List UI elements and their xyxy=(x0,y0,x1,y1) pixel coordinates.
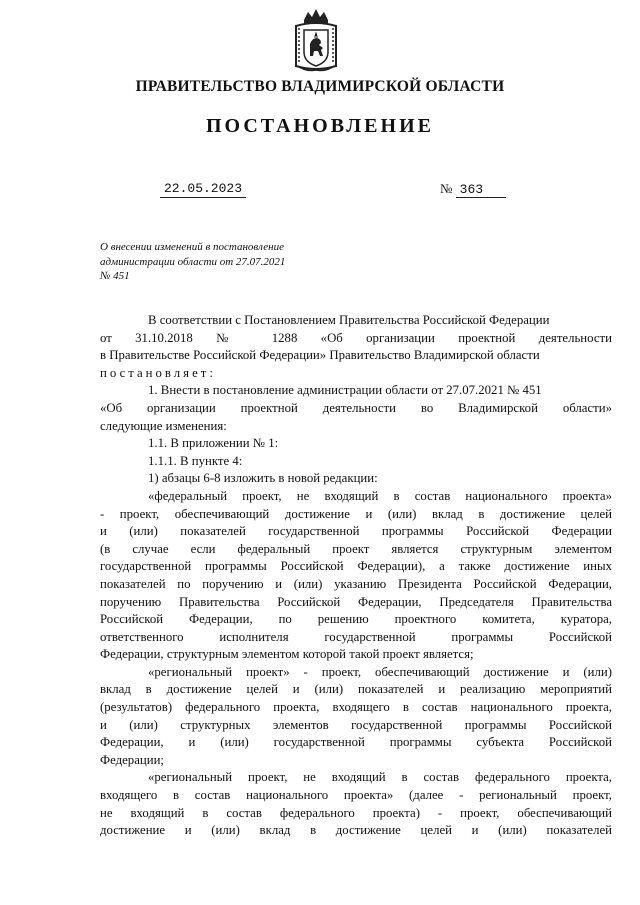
body-line: Федерации, и (или) государственной программы субъекта Российской xyxy=(100,735,612,750)
body-line: постановляет: xyxy=(100,365,216,380)
body-line: 1.1.1. В пункте 4: xyxy=(148,453,243,468)
body-line: показателей по поручению и (или) указанию Президента Российской Федерации, xyxy=(100,576,612,591)
body-line: 1. Внести в постановление администрации области от 27.07.2021 № 451 xyxy=(148,383,542,398)
subject-line: № 451 xyxy=(100,270,130,282)
body-line: «федеральный проект, не входящий в состав национального проекта» xyxy=(148,488,612,503)
body-line: В соответствии с Постановлением Правительства Российской Федерации xyxy=(148,313,550,327)
body-line: поручению Правительства Российской Федерации, Председателя Правительства xyxy=(100,594,612,609)
document-subject xyxy=(100,240,340,284)
organization-title: ПРАВИТЕЛЬСТВО ВЛАДИМИРСКОЙ ОБЛАСТИ xyxy=(135,78,505,95)
body-line: Федерации, структурным элементом которой такой проект является; xyxy=(100,647,474,662)
body-line: «региональный проект, не входящий в состав федерального проекта, xyxy=(148,770,612,785)
body-line: 1.1. В приложении № 1: xyxy=(148,436,279,451)
document-type-title: ПОСТАНОВЛЕНИЕ xyxy=(206,115,434,137)
subject-line: О внесении изменений в постановление xyxy=(100,241,284,253)
body-line: и (или) показателей государственной программы Российской Федерации xyxy=(100,524,612,539)
document-number: 363 xyxy=(456,182,506,198)
body-line: в Правительстве Российской Федерации» Правительство Владимирской области xyxy=(100,348,540,363)
body-line: следующие изменения: xyxy=(100,418,227,433)
body-line: - проект, обеспечивающий достижение и (или) вклад в достижение целей xyxy=(100,506,612,521)
body-line: Федерации; xyxy=(100,752,164,767)
number-sign: № xyxy=(440,181,453,196)
body-line: достижение и (или) вклад в достижение целей и (или) показателей xyxy=(100,823,612,838)
subject-line: администрации области от 27.07.2021 xyxy=(100,255,286,268)
body-line: 1) абзацы 6-8 изложить в новой редакции: xyxy=(148,471,378,486)
body-line: и (или) структурных элементов государственной программы Российской xyxy=(100,717,612,732)
body-line: (в случае если федеральный проект является структурным элементом xyxy=(100,541,612,556)
body-line: вклад в достижение целей и (или) показателей и реализацию мероприятий xyxy=(100,682,612,697)
body-line: от 31.10.2018 № 1288 «Об организации проектной деятельности xyxy=(100,330,612,345)
document-number-block xyxy=(440,181,506,198)
body-line: ответственного исполнителя государственной программы Российской xyxy=(100,629,612,644)
body-line: входящего в состав национального проекта» (далее - региональный проект, xyxy=(100,788,612,803)
body-line: Российской Федерации, по решению проектного комитета, куратора, xyxy=(100,612,612,627)
document-date: 22.05.2023 xyxy=(160,181,246,198)
body-line: «региональный проект» - проект, обеспечивающий достижение и (или) xyxy=(148,664,612,679)
body-line: не входящий в состав федерального проекта) - проект, обеспечивающий xyxy=(100,805,612,820)
body-line: (результатов) федерального проекта, входящего в состав национального проекта, xyxy=(100,700,612,715)
body-line: государственной программы Российской Федерации), а также достижение иных xyxy=(100,559,612,574)
coat-of-arms-emblem-icon xyxy=(290,6,342,74)
document-body xyxy=(100,312,612,840)
body-line: «Об организации проектной деятельности во Владимирской области» xyxy=(100,400,612,415)
